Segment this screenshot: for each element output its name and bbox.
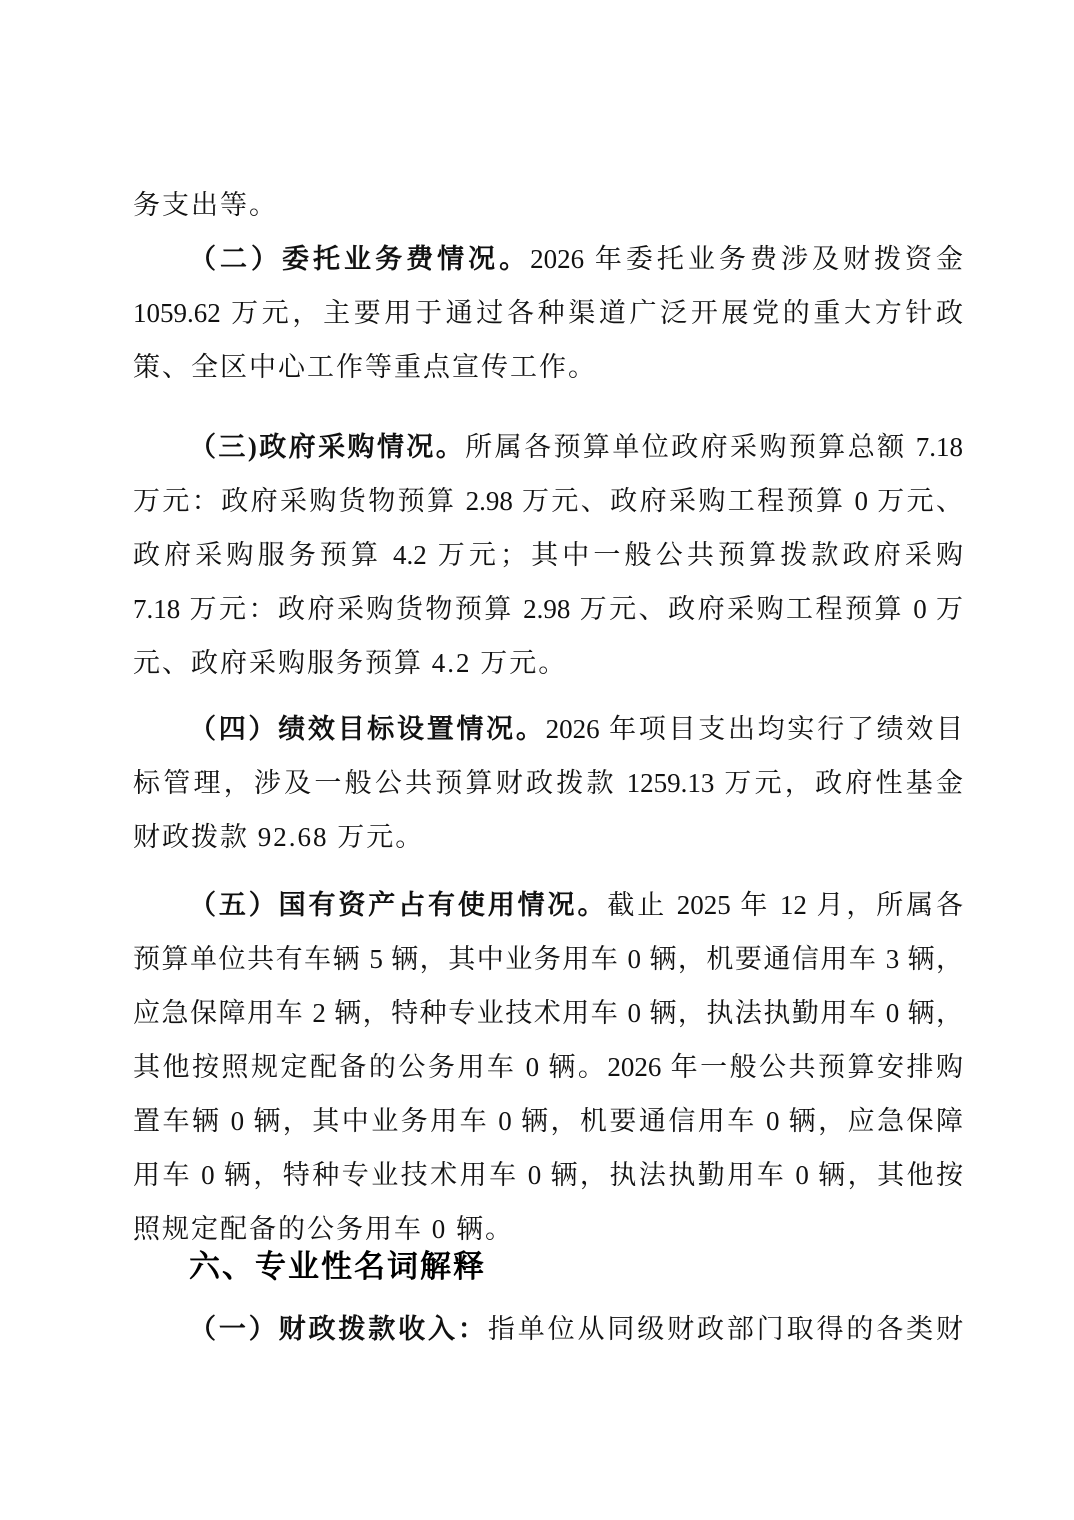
text-line: 用车 0 辆，特种专业技术用车 0 辆，执法执勤用车 0 辆，其他按 xyxy=(133,1160,963,1190)
section-label: （三)政府采购情况。 xyxy=(189,432,466,462)
text-line: 务支出等。 xyxy=(133,190,278,220)
paragraph-jixiao-mubiao xyxy=(133,702,963,864)
paragraph-caizheng-bokuan-shouru xyxy=(133,1302,963,1356)
section-label: （二）委托业务费情况。 xyxy=(189,244,531,274)
text-line xyxy=(133,702,963,756)
text-run: 指单位从同级财政部门取得的各类财 xyxy=(487,1314,964,1344)
text-line: 元、政府采购服务预算 4.2 万元。 xyxy=(133,648,568,678)
text-run: 所属各预算单位政府采购预算总额 7.18 xyxy=(465,432,964,462)
text-line: 其他按照规定配备的公务用车 0 辆。2026 年一般公共预算安排购 xyxy=(133,1052,963,1082)
text-line: 万元：政府采购货物预算 2.98 万元、政府采购工程预算 0 万元、 xyxy=(133,486,963,516)
text-line: 7.18 万元：政府采购货物预算 2.98 万元、政府采购工程预算 0 万 xyxy=(133,594,963,624)
term-label: （一）财政拨款收入： xyxy=(189,1314,488,1344)
text-line: 预算单位共有车辆 5 辆，其中业务用车 0 辆，机要通信用车 3 辆， xyxy=(133,944,963,974)
paragraph-zhengfu-caigou xyxy=(133,420,963,690)
text-line: 财政拨款 92.68 万元。 xyxy=(133,822,425,852)
text-line: 1059.62 万元，主要用于通过各种渠道广泛开展党的重大方针政 xyxy=(133,298,963,328)
section-label: （五）国有资产占有使用情况。 xyxy=(189,890,608,920)
paragraph-guoyou-zichan xyxy=(133,878,963,1256)
text-line: 置车辆 0 辆，其中业务用车 0 辆，机要通信用车 0 辆，应急保障 xyxy=(133,1106,963,1136)
text-run: 2026 年委托业务费涉及财拨资金 xyxy=(530,244,964,274)
text-line xyxy=(133,1302,963,1356)
text-line: 标管理，涉及一般公共预算财政拨款 1259.13 万元，政府性基金 xyxy=(133,768,963,798)
text-line: 照规定配备的公务用车 0 辆。 xyxy=(133,1214,514,1244)
text-line: 应急保障用车 2 辆，特种专业技术用车 0 辆，执法执勤用车 0 辆， xyxy=(133,998,963,1028)
text-line: 策、全区中心工作等重点宣传工作。 xyxy=(133,352,597,382)
text-line xyxy=(133,878,963,932)
section-label: （四）绩效目标设置情况。 xyxy=(189,714,546,744)
section-heading-terminology: 六、专业性名词解释 xyxy=(189,1249,486,1284)
text-run: 截止 2025 年 12 月，所属各 xyxy=(607,890,964,920)
text-line xyxy=(133,232,963,286)
text-run: 2026 年项目支出均实行了绩效目 xyxy=(545,714,963,744)
text-line: 政府采购服务预算 4.2 万元；其中一般公共预算拨款政府采购 xyxy=(133,540,963,570)
text-line xyxy=(133,420,963,474)
paragraph-continuation xyxy=(133,178,963,232)
paragraph-weituo-yewufei xyxy=(133,232,963,394)
